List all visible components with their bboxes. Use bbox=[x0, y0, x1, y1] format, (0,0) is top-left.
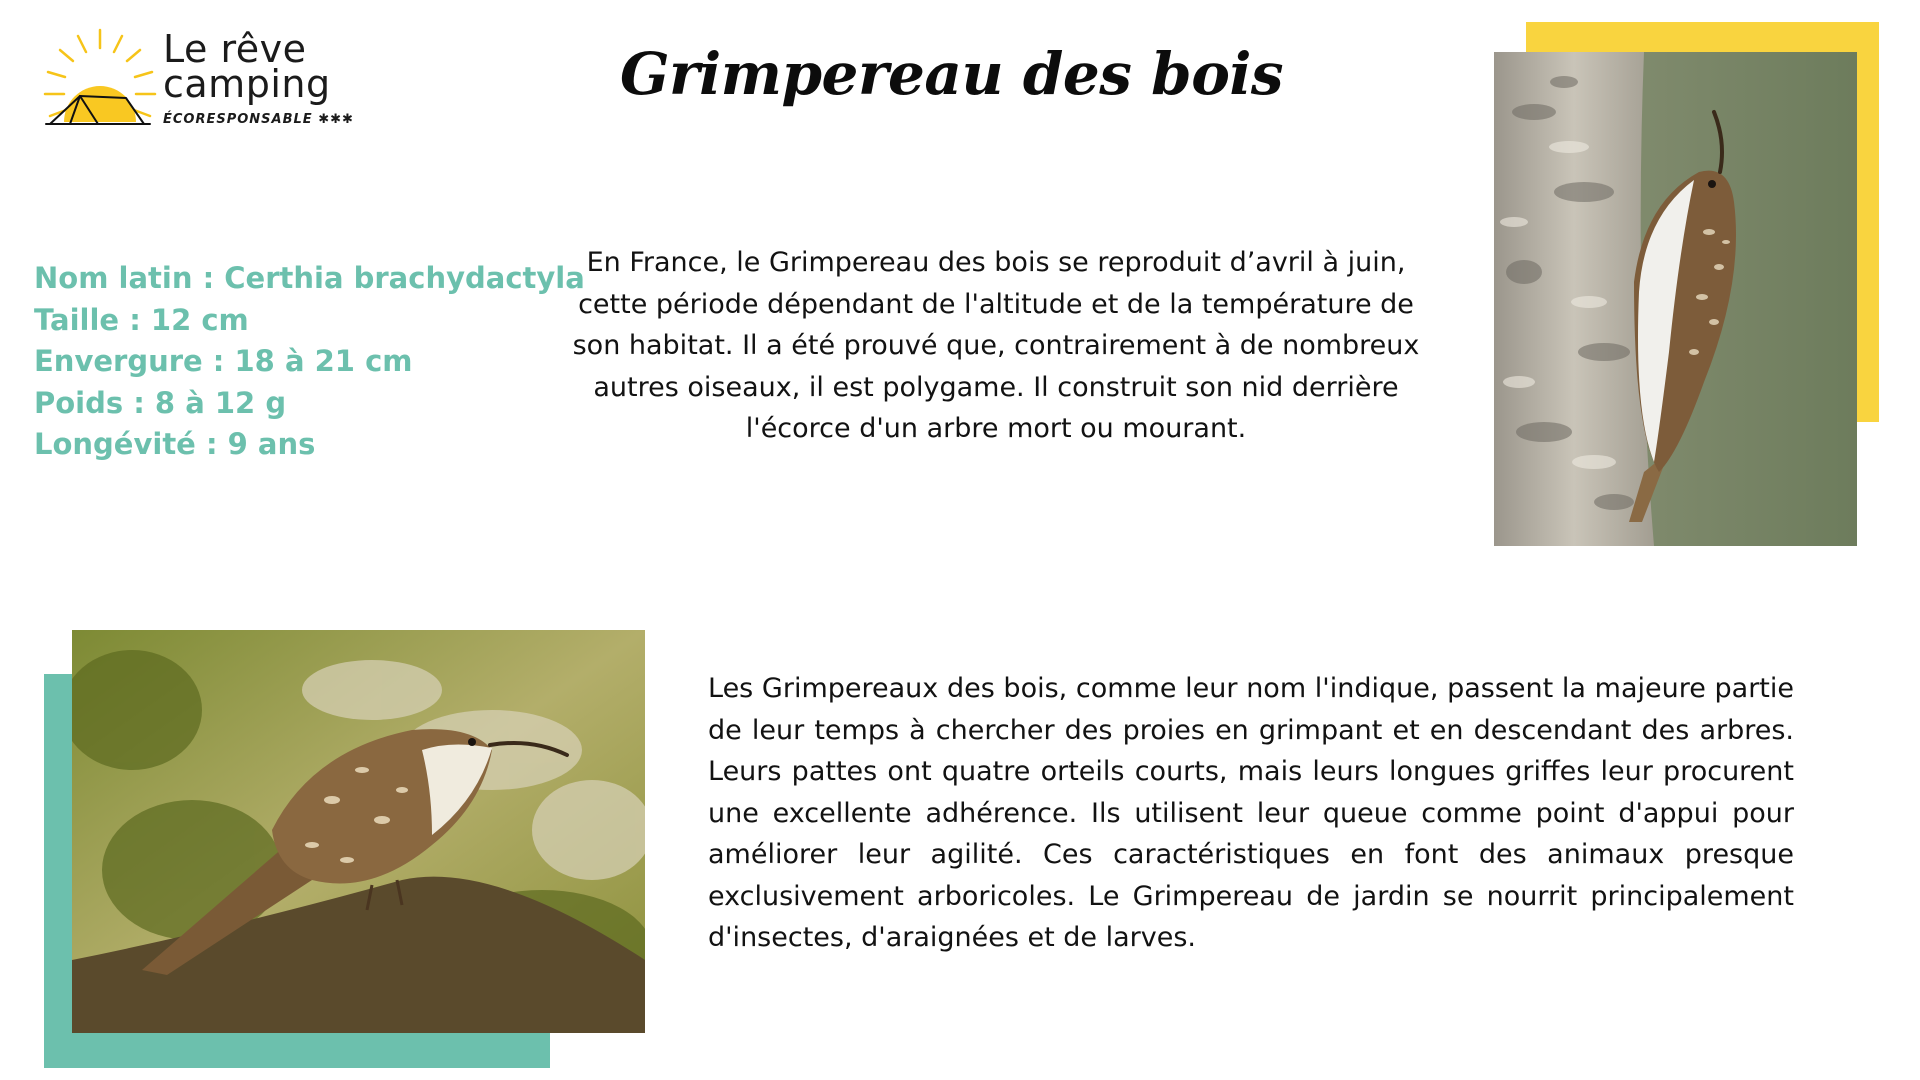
fact-latin-name: Nom latin : Certhia brachydactyla bbox=[34, 261, 585, 295]
sun-tent-logo-icon bbox=[40, 26, 160, 136]
logo-text bbox=[163, 27, 363, 127]
treecreeper-moss-illustration bbox=[72, 630, 645, 1033]
page-title: Grimpereau des bois bbox=[620, 40, 1284, 108]
paragraph-behaviour: Les Grimpereaux des bois, comme leur nom l'indique, passent la majeure partie de leur temps à chercher des proies en grimpant et en descendant des arbres. Leurs pattes ont quatre orteils courts, mais leurs longues griffes leur procurent une excellente adhérence. Ils utilisent leur queue comme point d'appui pour améliorer leur agilité. Ces caractéristiques en font des animaux presque exclusivement arboricoles. Le Grimpereau de jardin se nourrit principalement d'insectes, d'araignées et de larves. bbox=[708, 673, 1794, 953]
treecreeper-on-moss-photo bbox=[72, 630, 645, 1033]
logo-line-camping: camping bbox=[163, 62, 331, 106]
logo-line-le-reve: Le rêve bbox=[163, 27, 307, 71]
treecreeper-on-trunk-photo bbox=[1494, 52, 1857, 546]
logo-line-ecoresponsable: ÉCORESPONSABLE ✱✱✱ bbox=[163, 112, 354, 127]
fact-longevity: Longévité : 9 ans bbox=[34, 427, 316, 461]
fact-wingspan: Envergure : 18 à 21 cm bbox=[34, 344, 413, 378]
paragraph-reproduction: En France, le Grimpereau des bois se reproduit d’avril à juin, cette période dépendant de l'altitude et de la température de son habitat. Il a été prouvé que, contrairement à de nombreux autres oiseaux, il est polygame. Il construit son nid derrière l'écorce d'un arbre mort ou mourant. bbox=[572, 247, 1420, 444]
fact-size: Taille : 12 cm bbox=[34, 302, 249, 337]
facts-list bbox=[34, 258, 585, 466]
fact-weight: Poids : 8 à 12 g bbox=[34, 385, 287, 420]
camping-logo bbox=[40, 26, 360, 136]
treecreeper-trunk-illustration bbox=[1494, 52, 1857, 546]
